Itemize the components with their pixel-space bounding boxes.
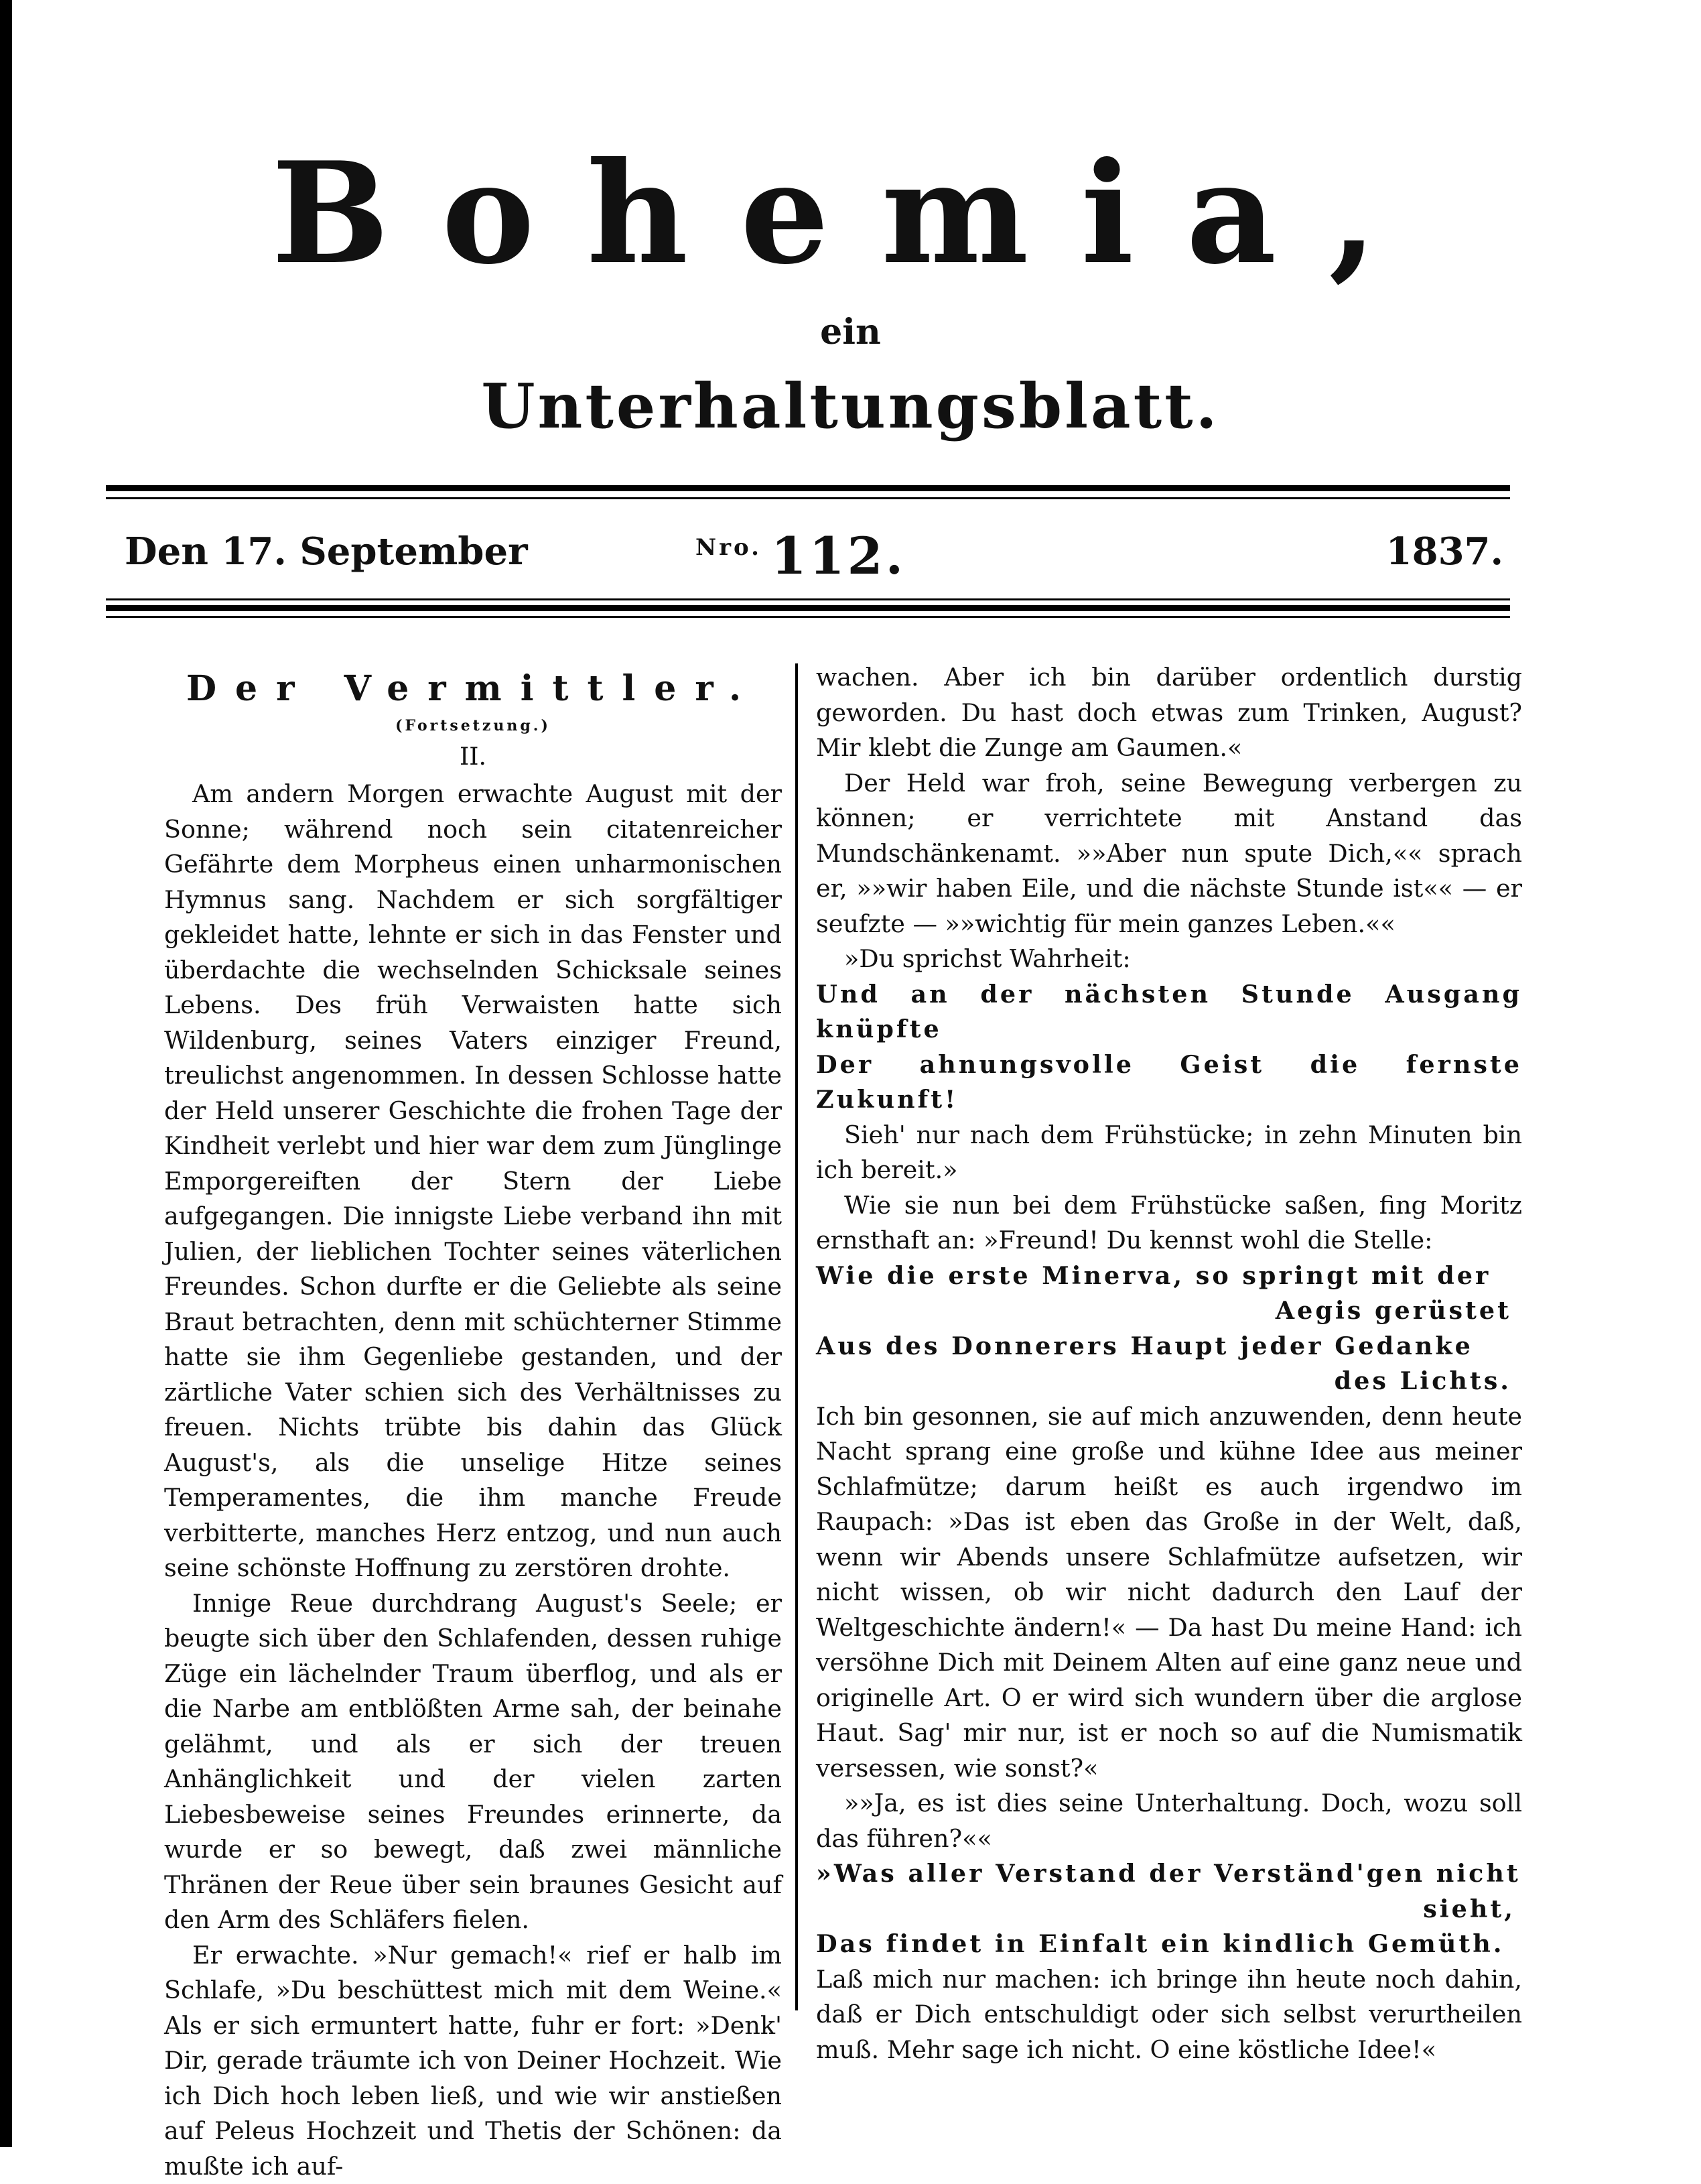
article-title: Der Vermittler. — [164, 665, 782, 712]
rule-top-thin — [106, 497, 1510, 499]
paragraph: Am andern Morgen erwachte August mit der Sonne; während noch sein citatenreicher Gefährte dem Morpheus einen unharmonischen Hymnus sang. Nachdem er sich sorgfältiger gekleidet hatte, lehnte er sich in das Fenster und überdachte die wechselnden Schicksale seines Lebens. Des früh Verwaisten hatte sich Wildenburg, seines Vaters einziger Freund, treulichst angenommen. In dessen Schlosse hatte der Held unserer Geschichte die frohen Tage der Kindheit verlebt und hier war dem zum Jünglinge Emporgereiften der Stern der Liebe aufgegangen. Die innigste Liebe verband ihn mit Julien, der lieblichen Tochter seines väterlichen Freundes. Schon durfte er die Geliebte als seine Braut betrachten, denn mit schüchterner Stimme hatte sie ihm Gegenliebe gestanden, und der zärtliche Vater schien sich des Verhältnisses zu freuen. Nichts trübte bis dahin das Glück August's, als die unselige Hitze seines Temperamentes, die ihm manche Freude verbitterte, manches Herz entzog, und nun auch seine schönste Hoffnung zu zerstören drohte. — [164, 777, 782, 1586]
article-section-number: II. — [164, 739, 782, 775]
issue-date: Den 17. September — [125, 521, 528, 582]
verse-line: Wie die erste Minerva, so springt mit der — [816, 1259, 1522, 1294]
article-note: (Fortsetzung.) — [164, 712, 782, 739]
masthead-subtitle-small: ein — [0, 315, 1701, 350]
dateline — [106, 521, 1510, 582]
paragraph: Laß mich nur machen: ich bringe ihn heute noch dahin, daß er Dich entschuldigt oder sich selbst verurtheilen muß. Mehr sage ich nicht. O eine köstliche Idee!« — [816, 1962, 1522, 2068]
paragraph: »»Ja, es ist dies seine Unterhaltung. Doch, wozu soll das führen?«« — [816, 1786, 1522, 1856]
rule-bottom-thin-2 — [106, 616, 1510, 618]
rule-bottom-thick — [106, 605, 1510, 611]
verse-line-continuation: Aegis gerüstet — [816, 1293, 1522, 1329]
verse-line: Der ahnungsvolle Geist die fernste Zukunft! — [816, 1047, 1522, 1118]
paragraph: Wie sie nun bei dem Frühstücke saßen, fing Moritz ernsthaft an: »Freund! Du kennst wohl die Stelle: — [816, 1188, 1522, 1259]
masthead-title: Bohemia, — [0, 144, 1701, 283]
issue-year: 1837. — [1386, 521, 1503, 582]
left-column — [164, 660, 782, 2184]
issue-number-prefix: Nro. — [695, 534, 762, 561]
verse-line-continuation: des Lichts. — [816, 1364, 1522, 1399]
rule-top-thick — [106, 485, 1510, 491]
paragraph: Er erwachte. »Nur gemach!« rief er halb im Schlafe, »Du beschüttest mich mit dem Weine.« Als er sich ermuntert hatte, fuhr er fort: »Denk' Dir, gerade träumte ich von Deiner Hochzeit. Wie ich Dich hoch leben ließ, und wie wir anstießen auf Peleus Hochzeit und Thetis der Schönen: da mußte ich auf- — [164, 1938, 782, 2184]
verse-line: »Was aller Verstand der Verständ'gen nicht — [816, 1856, 1522, 1892]
paragraph: Innige Reue durchdrang August's Seele; er beugte sich über den Schlafenden, dessen ruhige Züge ein lächelnder Traum überflog, und als er die Narbe am entblößten Arme sah, der beinahe gelähmt, und als er sich der treuen Anhänglichkeit und der vielen zarten Liebesbeweise seines Freundes erinnerte, da wurde er so bewegt, daß zwei männliche Thränen der Reue über sein braunes Gesicht auf den Arm des Schläfers fielen. — [164, 1586, 782, 1938]
masthead-subtitle: Unterhaltungsblatt. — [0, 375, 1701, 437]
paragraph: wachen. Aber ich bin darüber ordentlich durstig geworden. Du hast doch etwas zum Trinken, August? Mir klebt die Zunge am Gaumen.« — [816, 660, 1522, 766]
verse-line-continuation: sieht, — [816, 1892, 1522, 1927]
paragraph: Sieh' nur nach dem Frühstücke; in zehn Minuten bin ich bereit.» — [816, 1118, 1522, 1188]
right-column — [816, 660, 1522, 2067]
verse-line: Aus des Donnerers Haupt jeder Gedanke — [816, 1329, 1522, 1364]
paragraph: »Du sprichst Wahrheit: — [816, 942, 1522, 977]
issue-number-value: 112. — [771, 526, 906, 586]
verse-line: Und an der nächsten Stunde Ausgang knüpfte — [816, 977, 1522, 1047]
rule-bottom-thin — [106, 598, 1510, 600]
verse-line: Das findet in Einfalt ein kindlich Gemüth. — [816, 1927, 1522, 1962]
paragraph: Ich bin gesonnen, sie auf mich anzuwenden, denn heute Nacht sprang eine große und kühne Idee aus meiner Schlafmütze; darum heißt es auch irgendwo im Raupach: »Das ist eben das Große in der Welt, daß, wenn wir Abends unsere Schlafmütze aufsetzen, wir nicht wissen, ob wir nicht dadurch den Lauf der Weltgeschichte ändern!« — Da hast Du meine Hand: ich versöhne Dich mit Deinem Alten auf eine ganz neue und originelle Art. O er wird sich wundern über die arglose Haut. Sag' mir nur, ist er noch so auf die Numismatik versessen, wie sonst?« — [816, 1399, 1522, 1787]
column-divider — [795, 663, 798, 2010]
paragraph: Der Held war froh, seine Bewegung verbergen zu können; er verrichtete mit Anstand das Mundschänkenamt. »»Aber nun spute Dich,«« sprach er, »»wir haben Eile, und die nächste Stunde ist«« — er seufzte — »»wichtig für mein ganzes Leben.«« — [816, 766, 1522, 942]
issue-number — [695, 517, 1084, 586]
